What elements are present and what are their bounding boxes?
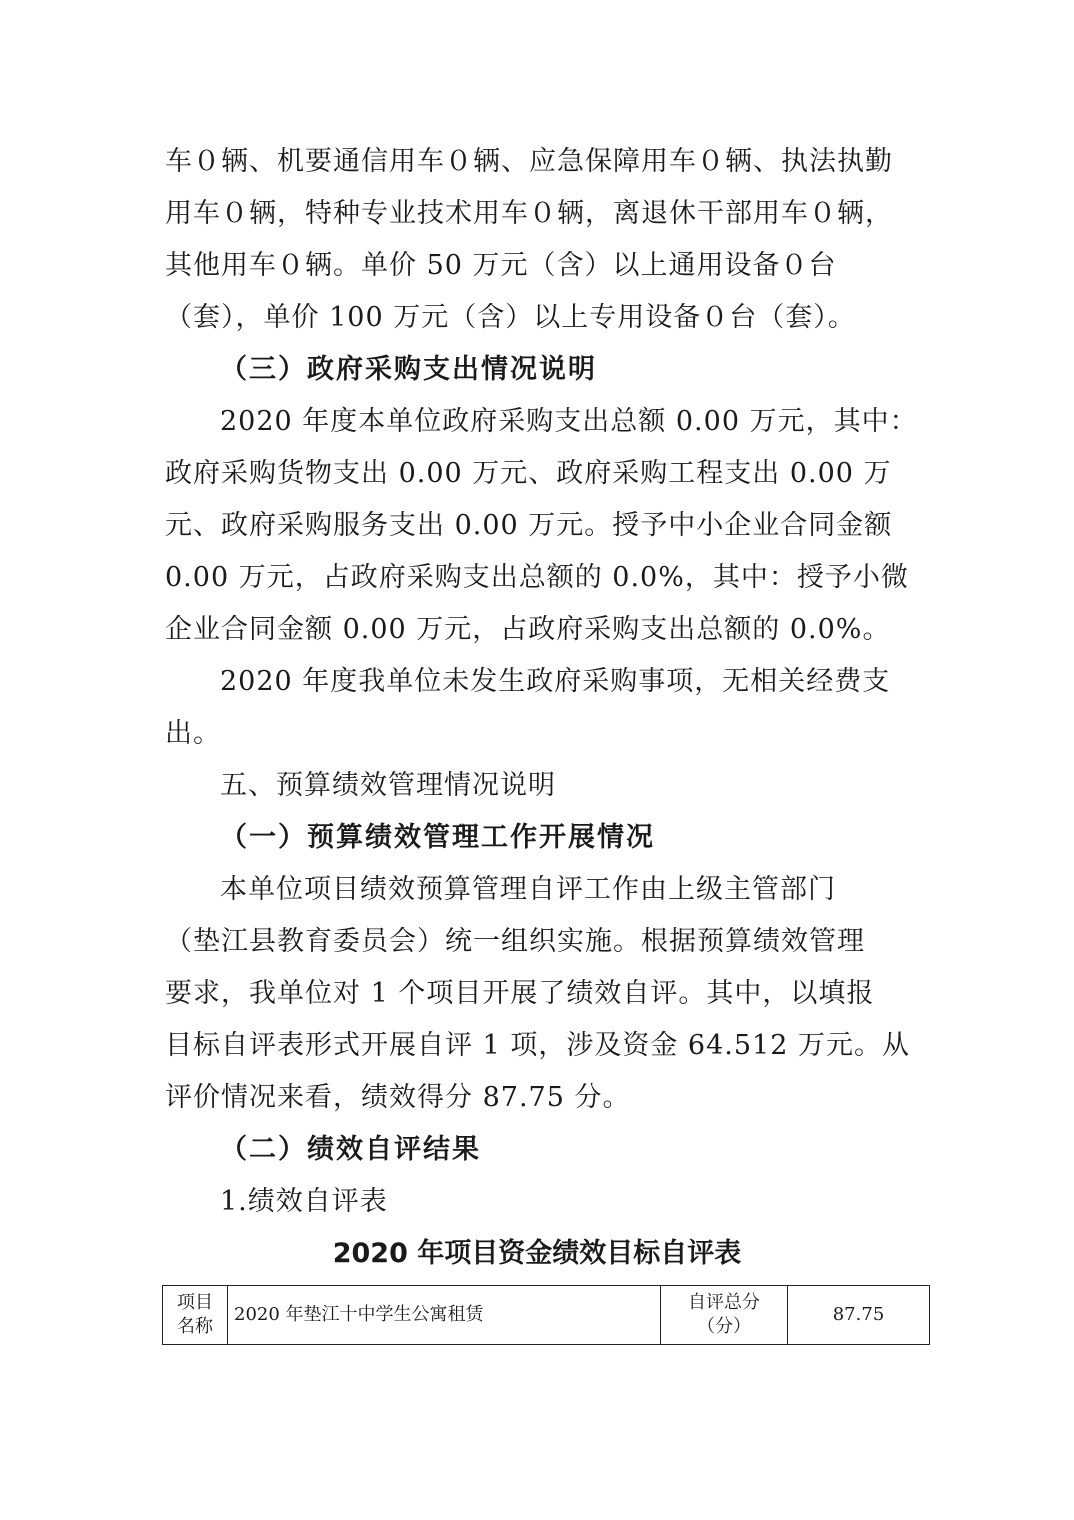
paragraph-line: 出。: [165, 718, 221, 749]
score-label-cell: [661, 1286, 788, 1345]
paragraph-line: 要求，我单位对 1 个项目开展了绩效自评。其中，以填报: [165, 978, 875, 1009]
score-label-line-2: （分）: [697, 1316, 751, 1337]
project-name-label-cell: [163, 1286, 228, 1345]
table-title: 2020 年项目资金绩效目标自评表: [332, 1238, 742, 1269]
subsection-heading-2: （二）绩效自评结果: [220, 1134, 481, 1165]
paragraph-line: 评价情况来看，绩效得分 87.75 分。: [165, 1082, 631, 1113]
paragraph-line: 车０辆、机要通信用车０辆、应急保障用车０辆、执法执勤: [165, 146, 893, 177]
table-row: [163, 1286, 930, 1345]
section-heading-3: （三）政府采购支出情况说明: [220, 354, 597, 385]
self-evaluation-table: [162, 1285, 930, 1345]
paragraph-line: 其他用车０辆。单价 50 万元（含）以上通用设备０台: [165, 250, 837, 281]
paragraph-line: 企业合同金额 0.00 万元，占政府采购支出总额的 0.0%。: [165, 614, 891, 645]
paragraph-line: （套），单价 100 万元（含）以上专用设备０台（套）。: [165, 302, 856, 333]
paragraph-line: 本单位项目绩效预算管理自评工作由上级主管部门: [220, 874, 836, 905]
paragraph-line: （垫江县教育委员会）统一组织实施。根据预算绩效管理: [165, 926, 865, 957]
score-label-line-1: 自评总分: [688, 1292, 760, 1313]
paragraph-line: 0.00 万元，占政府采购支出总额的 0.0%，其中：授予小微: [165, 562, 909, 593]
score-value-cell: 87.75: [788, 1286, 930, 1345]
section-heading-5: 五、预算绩效管理情况说明: [220, 770, 556, 801]
subsection-heading-1: （一）预算绩效管理工作开展情况: [220, 822, 655, 853]
paragraph-line: 政府采购货物支出 0.00 万元、政府采购工程支出 0.00 万: [165, 458, 892, 489]
project-label-line-2: 名称: [177, 1316, 213, 1337]
project-name-cell: 2020 年垫江十中学生公寓租赁: [228, 1286, 661, 1345]
project-label-line-1: 项目: [177, 1292, 213, 1313]
paragraph-line: 元、政府采购服务支出 0.00 万元。授予中小企业合同金额: [165, 510, 893, 541]
paragraph-line: 2020 年度本单位政府采购支出总额 0.00 万元，其中：: [220, 406, 918, 437]
paragraph-line: 2020 年度我单位未发生政府采购事项，无相关经费支: [220, 666, 891, 697]
list-item: 1.绩效自评表: [220, 1186, 388, 1217]
paragraph-line: 用车０辆，特种专业技术用车０辆，离退休干部用车０辆，: [165, 198, 893, 229]
paragraph-line: 目标自评表形式开展自评 1 项，涉及资金 64.512 万元。从: [165, 1030, 910, 1061]
